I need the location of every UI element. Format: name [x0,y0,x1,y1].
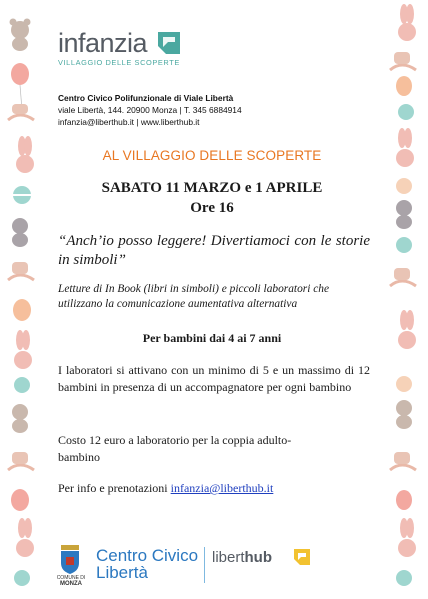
teddy-bear-icon [10,19,31,52]
bunny-icon [398,310,416,349]
contact-line: infanzia@liberthub.it | www.liberthub.it [58,117,200,127]
ball-icon [13,186,31,204]
rocking-horse-icon [8,452,34,470]
ball-icon [396,237,412,253]
bunny-icon [396,128,414,167]
liberthub-mark-icon [294,549,310,565]
balloon-icon [11,489,29,511]
participants-text: I laboratori si attivano con un minimo di 5 e un massimo di 12 bambini in presenza di un accompagnatore per ogni bambino [58,363,370,394]
infanzia-logo [58,30,180,67]
balloon-icon [13,299,31,321]
event-dates: SABATO 11 MARZO e 1 APRILE [101,180,323,196]
balloon-icon [396,76,412,96]
ball-icon [396,570,412,586]
event-description: Letture di In Book (libri in simboli) e piccoli laboratori che utilizzano la comunicazione aumentativa alternativa [58,283,330,310]
event-heading: AL VILLAGGIO DELLE SCOPERTE [102,148,322,163]
teddy-bear-icon [12,218,28,247]
address-line: viale Libertà, 144. 20900 Monza | T. 345 6884914 [58,105,242,115]
teddy-bear-icon [396,200,412,229]
logo-wordmark: infanzia [58,28,148,58]
liberthub-light: libert [212,549,245,566]
crest-caption-line2: MONZA [60,581,82,587]
footer-divider [204,547,205,583]
liberthub-bold: hub [244,549,273,566]
event-quote: “Anch’io posso leggere! Divertiamoci con le storie in simboli” [58,233,370,268]
centro-civico-line2: Libertà [96,563,148,582]
logo-mark-icon [158,32,180,54]
centro-civico-logo [96,547,198,581]
centro-civico-line1: Centro Civico [96,546,199,565]
ball-icon [14,377,30,393]
event-time: Ore 16 [190,200,234,216]
rocking-horse-icon [8,262,34,280]
flyer-page [50,0,374,594]
right-decorative-border [382,0,428,594]
balloon-icon [11,63,29,110]
ball-icon [14,570,30,586]
rocking-horse-icon [390,452,416,470]
footer-logos [58,545,374,585]
ball-icon [396,178,412,194]
bunny-icon [398,518,416,557]
teddy-bear-icon [12,404,28,433]
bunny-icon [14,330,32,369]
age-range: Per bambini dai 4 ai 7 anni [142,331,282,345]
rocking-horse-icon [8,104,34,120]
liberthub-logo [212,549,272,566]
left-decorative-border [0,0,46,594]
address-block [58,92,242,128]
bunny-icon [16,518,34,557]
email-link[interactable]: infanzia@liberthub.it [170,481,274,495]
ball-icon [396,376,412,392]
cost-text: Costo 12 euro a laboratorio per la coppia adulto-bambino [58,433,292,464]
info-prefix: Per info e prenotazioni [58,481,171,495]
teddy-bear-icon [396,400,412,429]
info-line [58,480,370,497]
rocking-horse-icon [390,52,416,70]
bunny-icon [398,4,416,41]
crest-caption [56,575,86,587]
logo-subtitle: VILLAGGIO DELLE SCOPERTE [58,58,180,67]
crest-caption-line1: COMUNE DI [56,575,86,581]
org-name: Centro Civico Polifunzionale di Viale Libertà [58,93,234,103]
balloon-icon [396,490,412,510]
rocking-horse-icon [390,268,416,286]
bunny-icon [16,136,34,173]
ball-icon [398,104,414,120]
monza-crest-icon [58,545,82,575]
